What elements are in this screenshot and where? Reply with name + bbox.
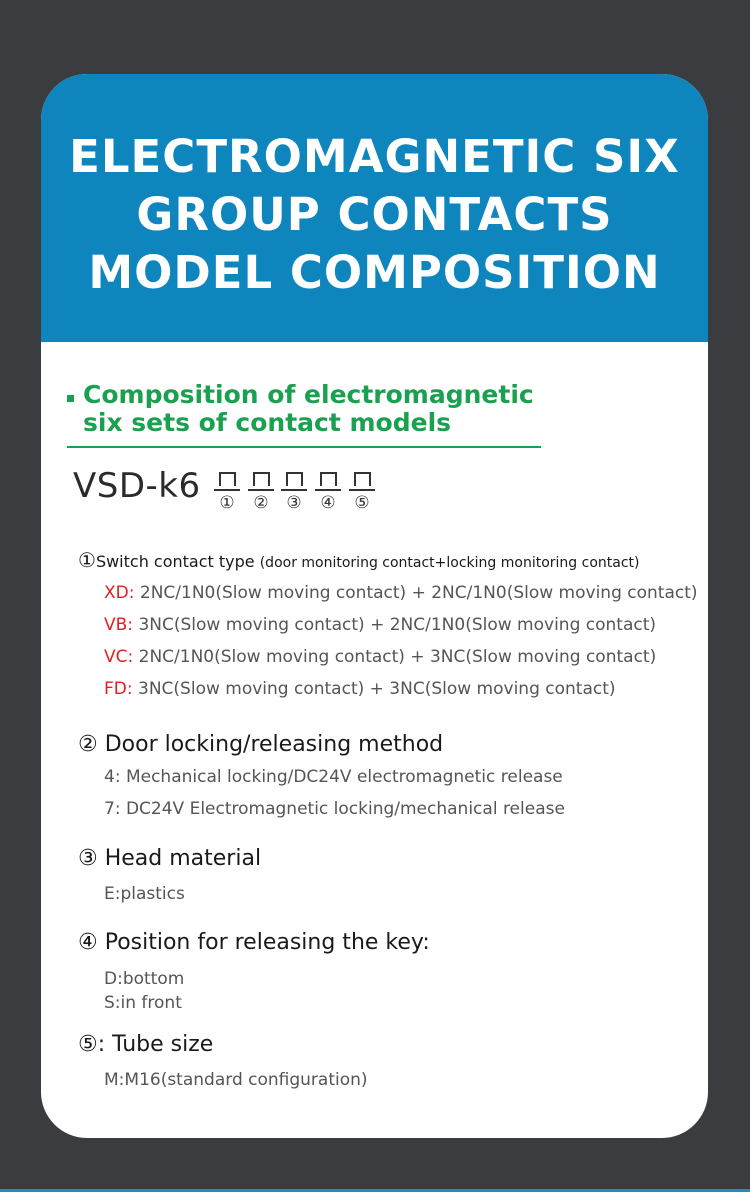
item-number: ①	[78, 548, 96, 572]
item-title-switch-contact-type	[78, 548, 640, 575]
model-slot	[349, 472, 375, 513]
section-heading-line: six sets of contact models	[83, 408, 452, 437]
option-line: 4: Mechanical locking/DC24V electromagnetic release	[104, 767, 563, 787]
item-title-door-locking: ② Door locking/releasing method	[78, 732, 444, 757]
item-title-head-material: ③ Head material	[78, 846, 262, 871]
option-text: 3NC(Slow moving contact) + 2NC/1N0(Slow moving contact)	[138, 615, 657, 635]
section-heading-line: Composition of electromagnetic	[83, 380, 534, 409]
slot-number: ③	[286, 493, 302, 513]
slot-number: ②	[253, 493, 269, 513]
option-text: 3NC(Slow moving contact) + 3NC(Slow moving contact)	[138, 679, 616, 699]
title-line: GROUP CONTACTS	[136, 188, 613, 241]
section-heading-text	[83, 381, 553, 437]
page-title	[41, 128, 708, 302]
item-title-note: (door monitoring contact+locking monitoring contact)	[259, 555, 640, 571]
item-title-tube-size: ⑤: Tube size	[78, 1032, 214, 1057]
option-line	[104, 679, 616, 699]
item-title-text: Switch contact type	[95, 552, 255, 571]
slot-number: ⑤	[354, 493, 370, 513]
option-text: 2NC/1N0(Slow moving contact) + 3NC(Slow moving contact)	[138, 647, 657, 667]
title-line: ELECTROMAGNETIC SIX	[69, 130, 680, 183]
option-line: 7: DC24V Electromagnetic locking/mechanical release	[104, 799, 565, 819]
slot-number: ①	[219, 493, 235, 513]
model-prefix: VSD-k6	[73, 466, 201, 506]
info-card	[41, 74, 708, 1138]
option-line: M:M16(standard configuration)	[104, 1070, 368, 1090]
model-slot	[214, 472, 240, 513]
option-code: FD:	[104, 679, 133, 699]
card-header	[41, 74, 708, 342]
option-line	[104, 615, 656, 635]
option-code: VB:	[104, 615, 134, 635]
option-line: E:plastics	[104, 884, 185, 904]
bullet-square-icon	[67, 395, 74, 402]
section-underline	[67, 446, 541, 448]
title-line: MODEL COMPOSITION	[88, 246, 661, 299]
slot-number: ④	[320, 493, 336, 513]
option-text: 2NC/1N0(Slow moving contact) + 2NC/1N0(Slow moving contact)	[139, 583, 698, 603]
option-code: VC:	[104, 647, 134, 667]
model-slot	[281, 472, 307, 513]
model-slot	[248, 472, 274, 513]
model-slot	[315, 472, 341, 513]
item-title-key-position: ④ Position for releasing the key:	[78, 930, 430, 955]
option-line	[104, 647, 656, 667]
option-line: S:in front	[104, 993, 182, 1013]
option-line	[104, 583, 698, 603]
option-code: XD:	[104, 583, 135, 603]
option-line: D:bottom	[104, 969, 185, 989]
